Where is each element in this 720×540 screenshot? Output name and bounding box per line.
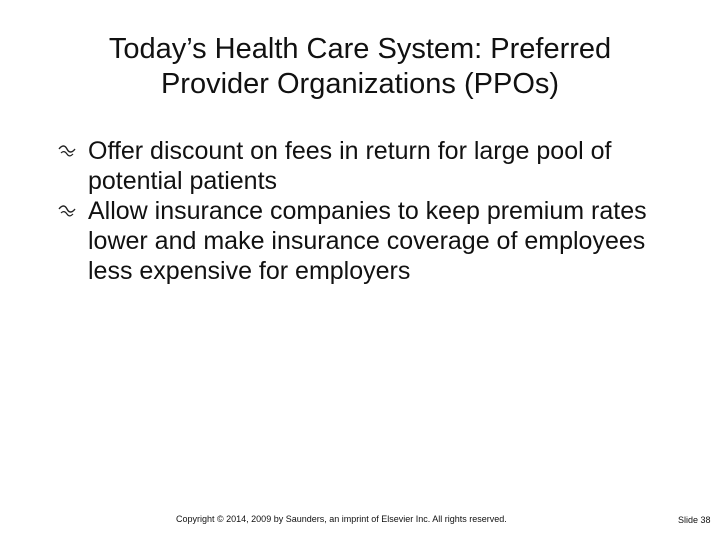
bullet-list bbox=[58, 136, 678, 286]
footer-copyright: Copyright © 2014, 2009 by Saunders, an imprint of Elsevier Inc. All rights reserved. bbox=[176, 514, 507, 524]
bullet-item bbox=[58, 196, 678, 286]
slide-number: Slide 38 bbox=[678, 515, 711, 525]
bullet-item bbox=[58, 136, 678, 196]
wavy-leaf-bullet-icon bbox=[58, 144, 76, 158]
slide-title bbox=[40, 32, 680, 102]
wavy-leaf-bullet-icon bbox=[58, 204, 76, 218]
bullet-text: Offer discount on fees in return for large pool of potential patients bbox=[88, 137, 612, 195]
slide-title-line-1: Today’s Health Care System: Preferred bbox=[108, 33, 612, 65]
bullet-text: Allow insurance companies to keep premium rates lower and make insurance coverage of employees less expensive for employers bbox=[88, 197, 647, 285]
slide-title-line-2: Provider Organizations (PPOs) bbox=[160, 68, 560, 100]
